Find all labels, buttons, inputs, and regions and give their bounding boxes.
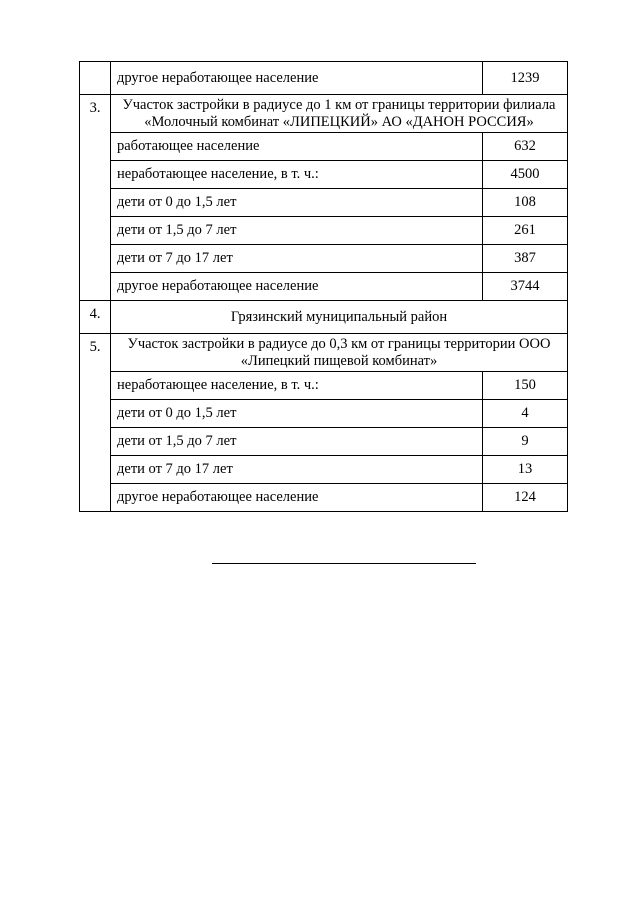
table-row xyxy=(80,400,568,428)
end-divider-line xyxy=(212,563,476,564)
row-value: 387 xyxy=(483,245,568,273)
row-value: 632 xyxy=(483,133,568,161)
row-value: 3744 xyxy=(483,273,568,301)
row-label: дети от 0 до 1,5 лет xyxy=(111,189,483,217)
row-label: неработающее население, в т. ч.: xyxy=(111,372,483,400)
table-row xyxy=(80,133,568,161)
row-label: неработающее население, в т. ч.: xyxy=(111,161,483,189)
population-table-body xyxy=(80,62,568,512)
table-row xyxy=(80,456,568,484)
row-label: дети от 7 до 17 лет xyxy=(111,456,483,484)
row-number xyxy=(80,62,111,95)
table-row xyxy=(80,372,568,400)
table-row xyxy=(80,484,568,512)
row-value: 4 xyxy=(483,400,568,428)
row-value: 261 xyxy=(483,217,568,245)
section-heading-row xyxy=(80,334,568,372)
row-label: дети от 1,5 до 7 лет xyxy=(111,428,483,456)
row-value: 108 xyxy=(483,189,568,217)
row-label: другое неработающее население xyxy=(111,273,483,301)
row-label: другое неработающее население xyxy=(111,484,483,512)
table-row xyxy=(80,428,568,456)
row-value: 150 xyxy=(483,372,568,400)
row-value: 9 xyxy=(483,428,568,456)
row-value: 4500 xyxy=(483,161,568,189)
section-heading-row xyxy=(80,95,568,133)
section-heading: Участок застройки в радиусе до 1 км от границы территории филиала «Молочный комбинат «ЛИПЕЦКИЙ» АО «ДАНОН РОССИЯ» xyxy=(111,95,568,133)
population-table xyxy=(79,61,568,512)
section-heading: Участок застройки в радиусе до 0,3 км от границы территории ООО «Липецкий пищевой комбинат» xyxy=(111,334,568,372)
table-row xyxy=(80,217,568,245)
row-value: 13 xyxy=(483,456,568,484)
table-row xyxy=(80,161,568,189)
row-label: другое неработающее население xyxy=(111,62,483,95)
table-row xyxy=(80,62,568,95)
row-label: дети от 7 до 17 лет xyxy=(111,245,483,273)
table-row xyxy=(80,273,568,301)
section-number: 3. xyxy=(80,95,111,301)
row-value: 124 xyxy=(483,484,568,512)
row-label: дети от 1,5 до 7 лет xyxy=(111,217,483,245)
table-row xyxy=(80,245,568,273)
row-label: дети от 0 до 1,5 лет xyxy=(111,400,483,428)
section-number: 4. xyxy=(80,301,111,334)
section-heading: Грязинский муниципальный район xyxy=(111,301,568,334)
section-number: 5. xyxy=(80,334,111,512)
section-heading-row xyxy=(80,301,568,334)
row-value: 1239 xyxy=(483,62,568,95)
table-row xyxy=(80,189,568,217)
row-label: работающее население xyxy=(111,133,483,161)
